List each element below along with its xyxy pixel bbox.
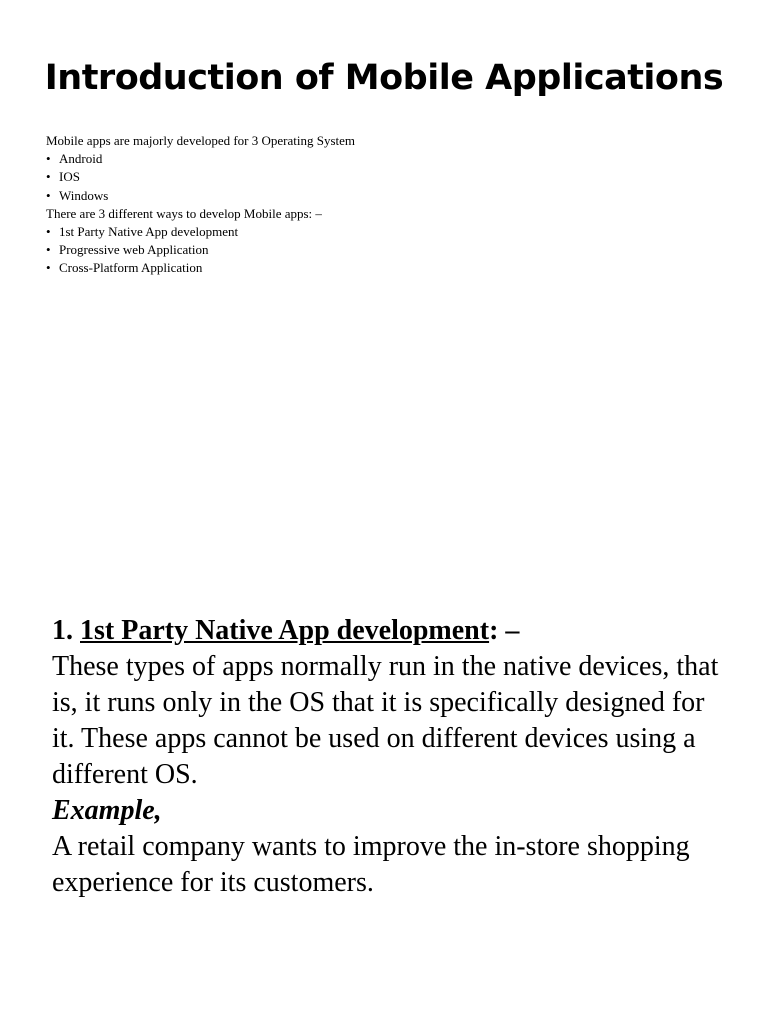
list-item-text: Windows xyxy=(59,187,109,203)
list-item-text: IOS xyxy=(59,169,80,185)
section-number: 1. xyxy=(52,615,73,646)
bullet-icon: • xyxy=(46,260,51,276)
bullet-icon: • xyxy=(46,224,51,240)
section-heading-text: 1st Party Native App development xyxy=(80,615,490,646)
bullet-icon: • xyxy=(46,187,51,203)
os-intro-line: Mobile apps are majorly developed for 3 Operating System xyxy=(46,133,356,148)
list-item xyxy=(46,259,726,277)
list-item xyxy=(46,241,726,259)
page-title: Introduction of Mobile Applications xyxy=(44,58,724,98)
ways-list xyxy=(46,223,726,278)
list-item-text: Progressive web Application xyxy=(59,242,209,258)
list-item xyxy=(46,223,726,241)
bullet-icon: • xyxy=(46,151,51,167)
example-text: A retail company wants to improve the in-store shopping experience for its customers. xyxy=(52,831,690,898)
example-label: Example, xyxy=(52,795,162,826)
section-heading xyxy=(52,613,732,649)
bullet-icon: • xyxy=(46,169,51,185)
list-item-text: 1st Party Native App development xyxy=(59,224,239,240)
list-item xyxy=(46,150,726,168)
list-item-text: Android xyxy=(59,151,103,167)
ways-intro-line: There are 3 different ways to develop Mobile apps: – xyxy=(46,205,322,221)
section-heading-suffix: : – xyxy=(489,615,520,646)
list-item-text: Cross-Platform Application xyxy=(59,260,203,276)
list-item xyxy=(46,187,726,205)
os-list xyxy=(46,150,726,205)
section-native-app xyxy=(52,613,732,901)
intro-block xyxy=(46,132,726,278)
section-body: These types of apps normally run in the native devices, that is, it runs only in the OS that it is specifically designed for it. These apps cannot be used on different devices using a different OS. xyxy=(52,651,719,790)
bullet-icon: • xyxy=(46,242,51,258)
list-item xyxy=(46,168,726,186)
